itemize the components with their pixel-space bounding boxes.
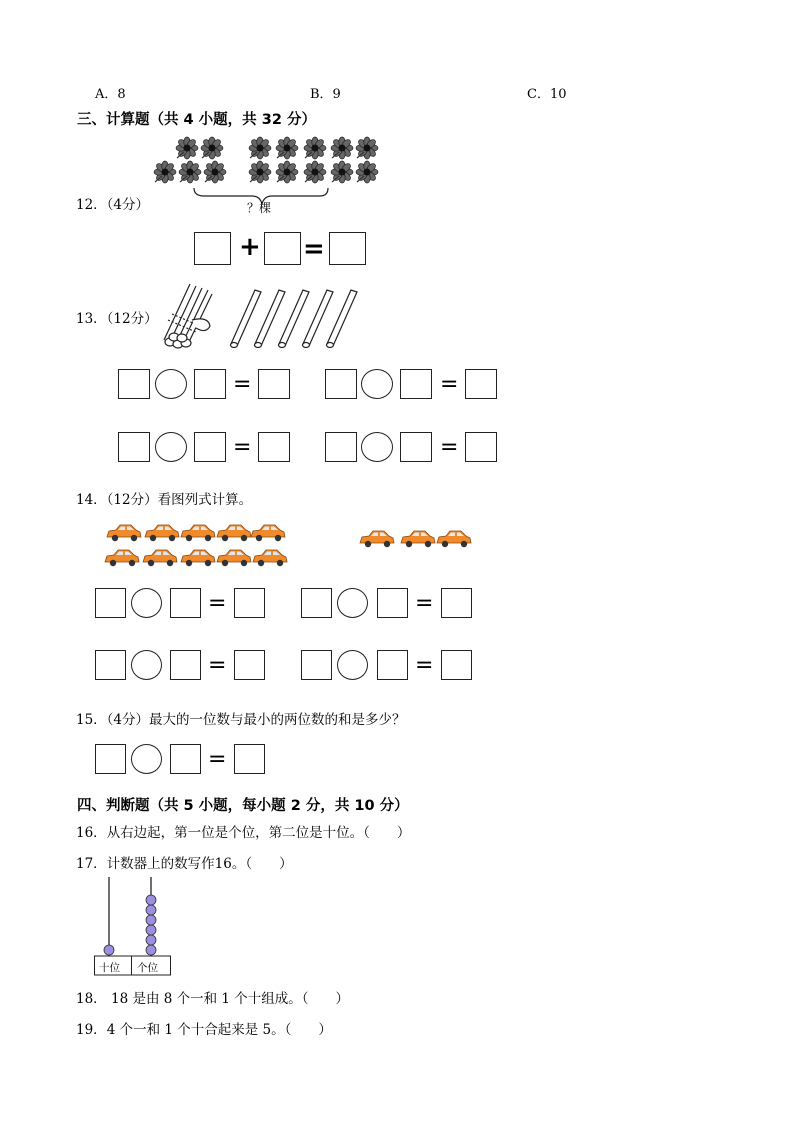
section-4-title: 四、判断题（共 5 小题，每小题 2 分，共 10 分） xyxy=(77,798,409,814)
equals-sign: = xyxy=(440,372,459,397)
answer-box[interactable] xyxy=(170,744,201,774)
answer-box[interactable] xyxy=(95,650,126,680)
operator-circle[interactable] xyxy=(131,744,162,774)
q15-question xyxy=(76,708,406,728)
equals-sign: = xyxy=(233,372,252,397)
flower-icon xyxy=(204,161,226,183)
operator-circle[interactable] xyxy=(131,650,162,680)
q15-text: 最大的一位数与最小的两位数的和是多少？ xyxy=(149,712,406,728)
answer-box[interactable] xyxy=(234,744,265,774)
answer-box[interactable] xyxy=(95,588,126,618)
option-a: A．8 xyxy=(95,87,126,102)
car-icon xyxy=(437,531,471,547)
q19-text: 4 个一和 1 个十合起来是 5。（ ） xyxy=(106,1022,332,1038)
car-icon xyxy=(105,550,139,566)
answer-box[interactable] xyxy=(258,369,290,399)
ones-bead xyxy=(146,895,156,905)
car-icon xyxy=(360,531,394,547)
flower-icon xyxy=(304,161,326,183)
car-icon xyxy=(251,525,285,541)
answer-box[interactable] xyxy=(441,650,472,680)
tens-bead xyxy=(104,945,114,955)
answer-box[interactable] xyxy=(118,432,150,462)
flower-icon xyxy=(276,161,298,183)
equals-sign: = xyxy=(208,591,227,616)
tens-place-label: 十位 xyxy=(99,962,120,974)
q19-question xyxy=(76,1018,332,1038)
answer-box[interactable] xyxy=(465,432,497,462)
answer-box[interactable] xyxy=(325,369,357,399)
option-c: C．10 xyxy=(527,87,567,102)
q13-label: 13．（12分） xyxy=(76,311,158,327)
car-icon xyxy=(143,550,177,566)
flower-icon xyxy=(356,161,378,183)
flower-icon xyxy=(201,137,223,159)
operator-circle[interactable] xyxy=(131,588,162,618)
car-icon xyxy=(145,525,179,541)
q14-text: 看图列式计算。 xyxy=(157,492,253,508)
car-icon xyxy=(217,525,251,541)
ones-bead xyxy=(146,925,156,935)
q17-question xyxy=(76,852,293,872)
q16-text: 从右边起，第一位是个位，第二位是十位。（ ） xyxy=(106,825,411,841)
flower-icon xyxy=(249,161,271,183)
operator-circle[interactable] xyxy=(361,369,393,399)
flower-icon xyxy=(176,137,198,159)
flowers-illustration xyxy=(150,134,390,189)
car-icon xyxy=(253,550,287,566)
q14-label: 14．（12分） xyxy=(76,492,158,508)
brace-caption: ？棵 xyxy=(247,201,272,215)
car-icon xyxy=(401,531,435,547)
ones-bead xyxy=(146,905,156,915)
ones-bead xyxy=(146,915,156,925)
ones-bead xyxy=(146,935,156,945)
q16-question xyxy=(76,821,410,841)
answer-box[interactable] xyxy=(301,588,332,618)
q17-label: 17． xyxy=(76,856,107,872)
operator-circle[interactable] xyxy=(361,432,393,462)
answer-box[interactable] xyxy=(258,432,290,462)
operator-circle[interactable] xyxy=(337,588,368,618)
plus-sign: + xyxy=(239,232,261,262)
q12-label: 12．（4分） xyxy=(76,197,150,213)
answer-box[interactable] xyxy=(441,588,472,618)
flower-icon xyxy=(331,137,353,159)
answer-box[interactable] xyxy=(301,650,332,680)
q17-text: 计数器上的数写作16。（ ） xyxy=(106,856,293,872)
ones-place-label: 个位 xyxy=(137,962,158,974)
option-b: B．9 xyxy=(310,87,341,102)
answer-box[interactable] xyxy=(194,232,231,265)
answer-box[interactable] xyxy=(329,232,366,265)
q18-label: 18． xyxy=(76,991,107,1007)
flower-icon xyxy=(276,137,298,159)
flower-icon xyxy=(249,137,271,159)
equals-sign: = xyxy=(208,653,227,678)
car-icon xyxy=(181,525,215,541)
q18-question xyxy=(76,987,349,1007)
flower-icon xyxy=(179,161,201,183)
equals-sign: = xyxy=(415,653,434,678)
q16-label: 16． xyxy=(76,825,107,841)
equals-sign: = xyxy=(208,747,227,772)
answer-box[interactable] xyxy=(194,369,226,399)
answer-box[interactable] xyxy=(118,369,150,399)
equals-sign: = xyxy=(440,435,459,460)
car-icon xyxy=(107,525,141,541)
operator-circle[interactable] xyxy=(155,432,187,462)
answer-box[interactable] xyxy=(400,369,432,399)
ones-bead xyxy=(146,945,156,955)
answer-box[interactable] xyxy=(234,588,265,618)
q14-question xyxy=(76,488,252,508)
equals-sign: = xyxy=(233,435,252,460)
answer-box[interactable] xyxy=(465,369,497,399)
sticks-bundle-illustration xyxy=(148,280,218,355)
answer-box[interactable] xyxy=(377,588,408,618)
q19-label: 19． xyxy=(76,1022,107,1038)
answer-box[interactable] xyxy=(325,432,357,462)
car-icon xyxy=(181,550,215,566)
equals-sign: = xyxy=(303,234,325,264)
section-3-title: 三、计算题（共 4 小题，共 32 分） xyxy=(77,112,316,128)
flower-icon xyxy=(331,161,353,183)
flower-icon xyxy=(304,137,326,159)
flower-icon xyxy=(154,161,176,183)
operator-circle[interactable] xyxy=(155,369,187,399)
answer-box[interactable] xyxy=(95,744,126,774)
car-icon xyxy=(217,550,251,566)
single-sticks-illustration xyxy=(225,286,365,356)
q15-label: 15．（4分） xyxy=(76,712,150,728)
answer-box[interactable] xyxy=(400,432,432,462)
q18-text: 18 是由 8 个一和 1 个十组成。（ ） xyxy=(106,991,350,1007)
answer-box[interactable] xyxy=(264,232,301,265)
operator-circle[interactable] xyxy=(337,650,368,680)
answer-box[interactable] xyxy=(194,432,226,462)
flower-icon xyxy=(356,137,378,159)
equals-sign: = xyxy=(415,591,434,616)
answer-box[interactable] xyxy=(234,650,265,680)
answer-box[interactable] xyxy=(377,650,408,680)
answer-box[interactable] xyxy=(170,588,201,618)
cars-illustration xyxy=(105,522,485,572)
answer-box[interactable] xyxy=(170,650,201,680)
